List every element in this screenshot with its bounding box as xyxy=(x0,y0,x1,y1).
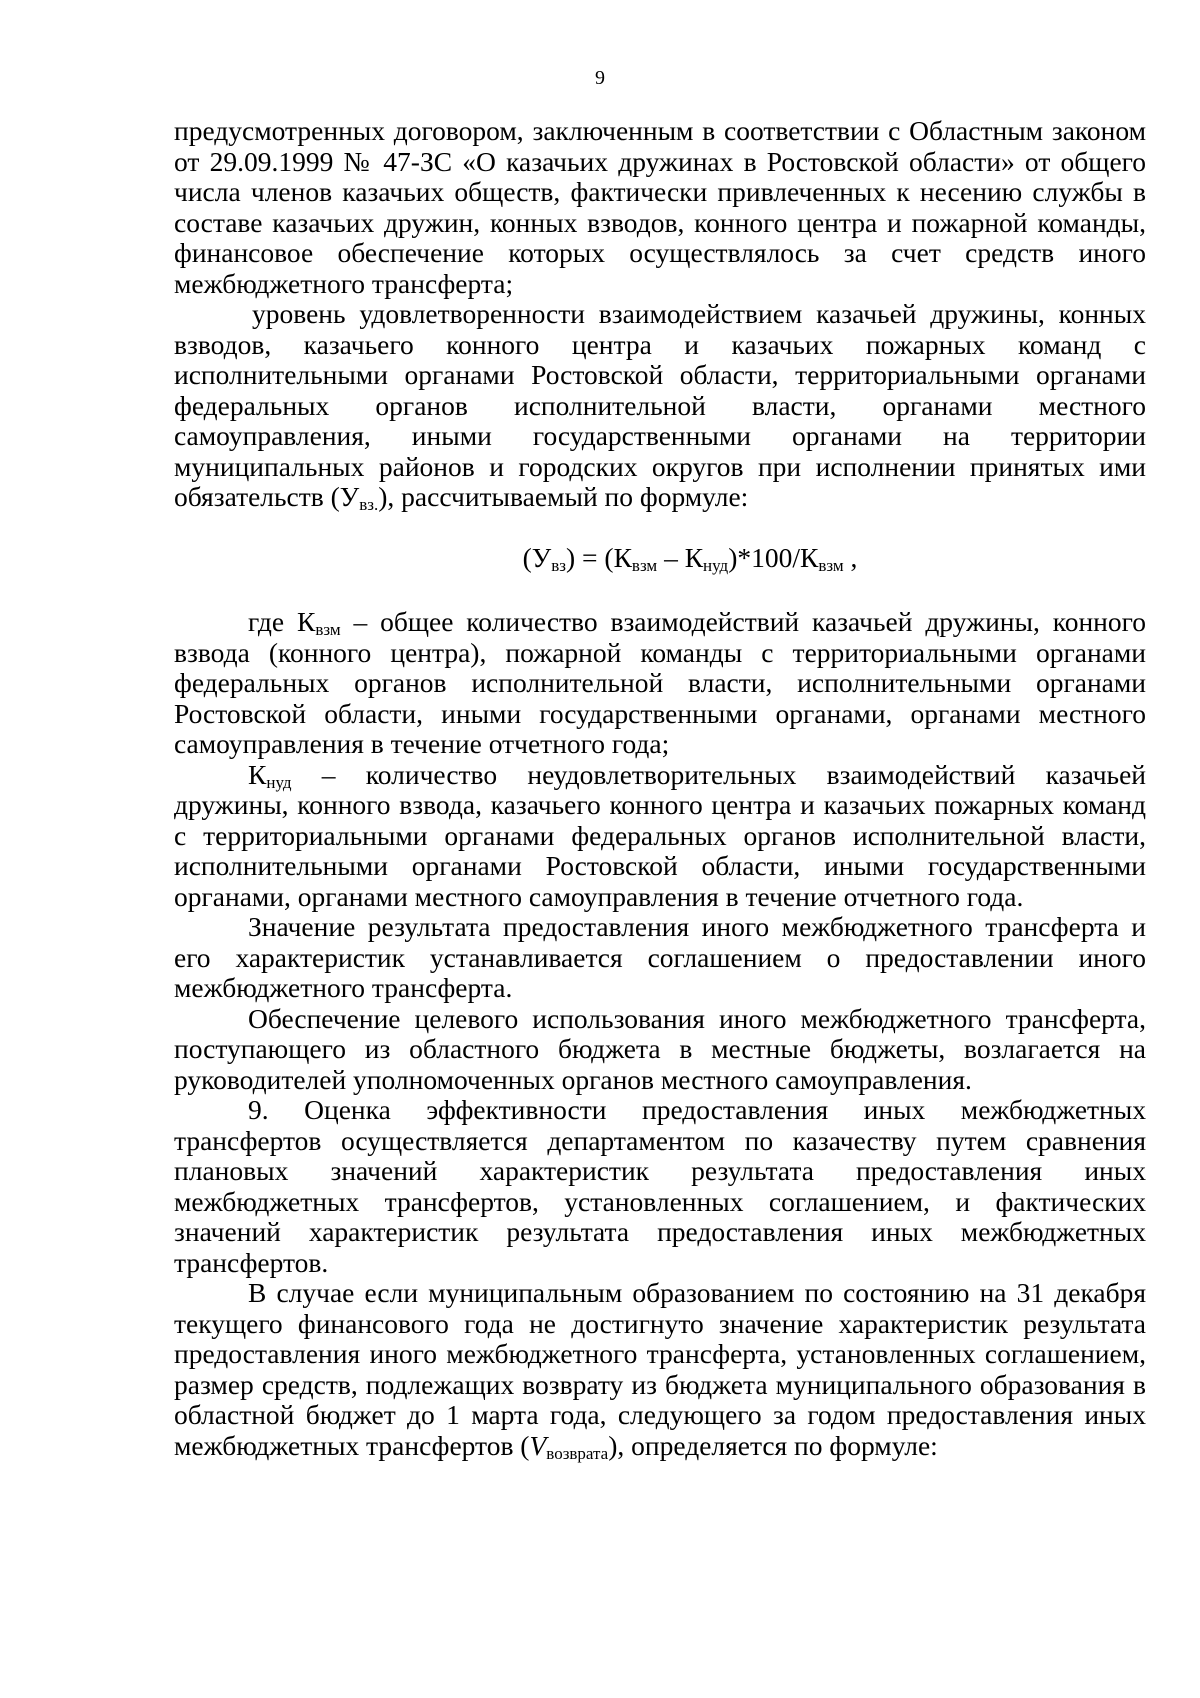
paragraph-knud-definition xyxy=(174,760,1146,913)
formula-part: ) = (К xyxy=(566,541,632,573)
paragraph-text: где К xyxy=(248,606,316,637)
formula-part: – К xyxy=(657,541,704,573)
formula-subscript: взм xyxy=(631,555,658,575)
paragraph-result-value: Значение результата предоставления иного межбюджетного трансферта и его характеристик устанавливается соглашением о предоставлении иного межбюджетного трансферта. xyxy=(174,911,1146,1003)
formula-part: (У xyxy=(522,541,552,573)
paragraph-text: – общее количество взаимодействий казачьей дружины, конного взвода (конного центра), пожарной команды с территориальными органами федеральных органов исполнительной власти, исполнительными органами Ростовской области, иными государственными органами, органами местного самоуправления в течение отчетного года; xyxy=(174,606,1146,759)
formula xyxy=(174,543,1146,574)
variable: V xyxy=(529,1429,547,1461)
subscript: возврата xyxy=(546,1443,609,1463)
document-body xyxy=(174,116,1146,1461)
paragraph-text: ), рассчитываемый по формуле: xyxy=(378,481,749,512)
formula-subscript: взм xyxy=(818,555,844,575)
paragraph-continuation: предусмотренных договором, заключенным в соответствии с Областным законом от 29.09.1999 № 47-ЗС «О казачьих дружинах в Ростовской области» от общего числа членов казачьих обществ, фактически привлеченных к несению службы в составе казачьих дружин, конных взводов, конного центра и пожарной команды, финансовое обеспечение которых осуществлялось за счет средств иного межбюджетного трансферта; xyxy=(174,115,1146,299)
paragraph-satisfaction-level xyxy=(174,299,1146,513)
subscript: взм xyxy=(315,620,341,639)
paragraph-text: – количество неудовлетворительных взаимодействий казачьей дружины, конного взвода, казачьего конного центра и казачьих пожарных команд с территориальными органами федеральных органов исполнительной власти, исполнительными органами Ростовской области, иными государственными органами, органами местного самоуправления в течение отчетного года. xyxy=(174,758,1146,912)
paragraph-target-use: Обеспечение целевого использования иного межбюджетного трансферта, поступающего из областного бюджета в местные бюджеты, возлагается на руководителей уполномоченных органов местного самоуправления. xyxy=(174,1002,1146,1095)
subscript: нуд xyxy=(266,772,292,792)
paragraph-kvzm-definition xyxy=(174,607,1146,760)
formula-part: , xyxy=(843,541,858,573)
paragraph-text: К xyxy=(248,758,267,790)
paragraph-efficiency-assessment: 9. Оценка эффективности предоставления иных межбюджетных трансфертов осуществляется департаментом по казачеству путем сравнения плановых значений характеристик результата предоставления иных межбюджетных трансфертов, установленных соглашением, и фактических значений характеристик результата предоставления иных межбюджетных трансфертов. xyxy=(174,1094,1146,1278)
formula-subscript: вз xyxy=(551,555,566,575)
page-number: 9 xyxy=(595,67,605,89)
formula-part: )*100/К xyxy=(728,541,819,573)
paragraph-refund-case xyxy=(174,1278,1146,1461)
formula-subscript: нуд xyxy=(703,555,729,575)
subscript: вз. xyxy=(359,495,379,514)
paragraph-text: ), определяется по формуле: xyxy=(608,1429,938,1461)
paragraph-text: В случае если муниципальным образованием по состоянию на 31 декабря текущего финансового года не достигнуто значение характеристик результата предоставления иного межбюджетного трансферта, установленных соглашением, размер средств, подлежащих возврату из бюджета муниципального образования в областной бюджет до 1 марта года, следующего за годом предоставления иных межбюджетных трансфертов ( xyxy=(174,1277,1146,1461)
paragraph-text: уровень удовлетворенности взаимодействием казачьей дружины, конных взводов, казачьего конного центра и казачьих пожарных команд с исполнительными органами Ростовской области, территориальными органами федеральных органов исполнительной власти, органами местного самоуправления, иными государственными органами на территории муниципальных районов и городских округов при исполнении принятых ими обязательств (У xyxy=(174,298,1146,512)
